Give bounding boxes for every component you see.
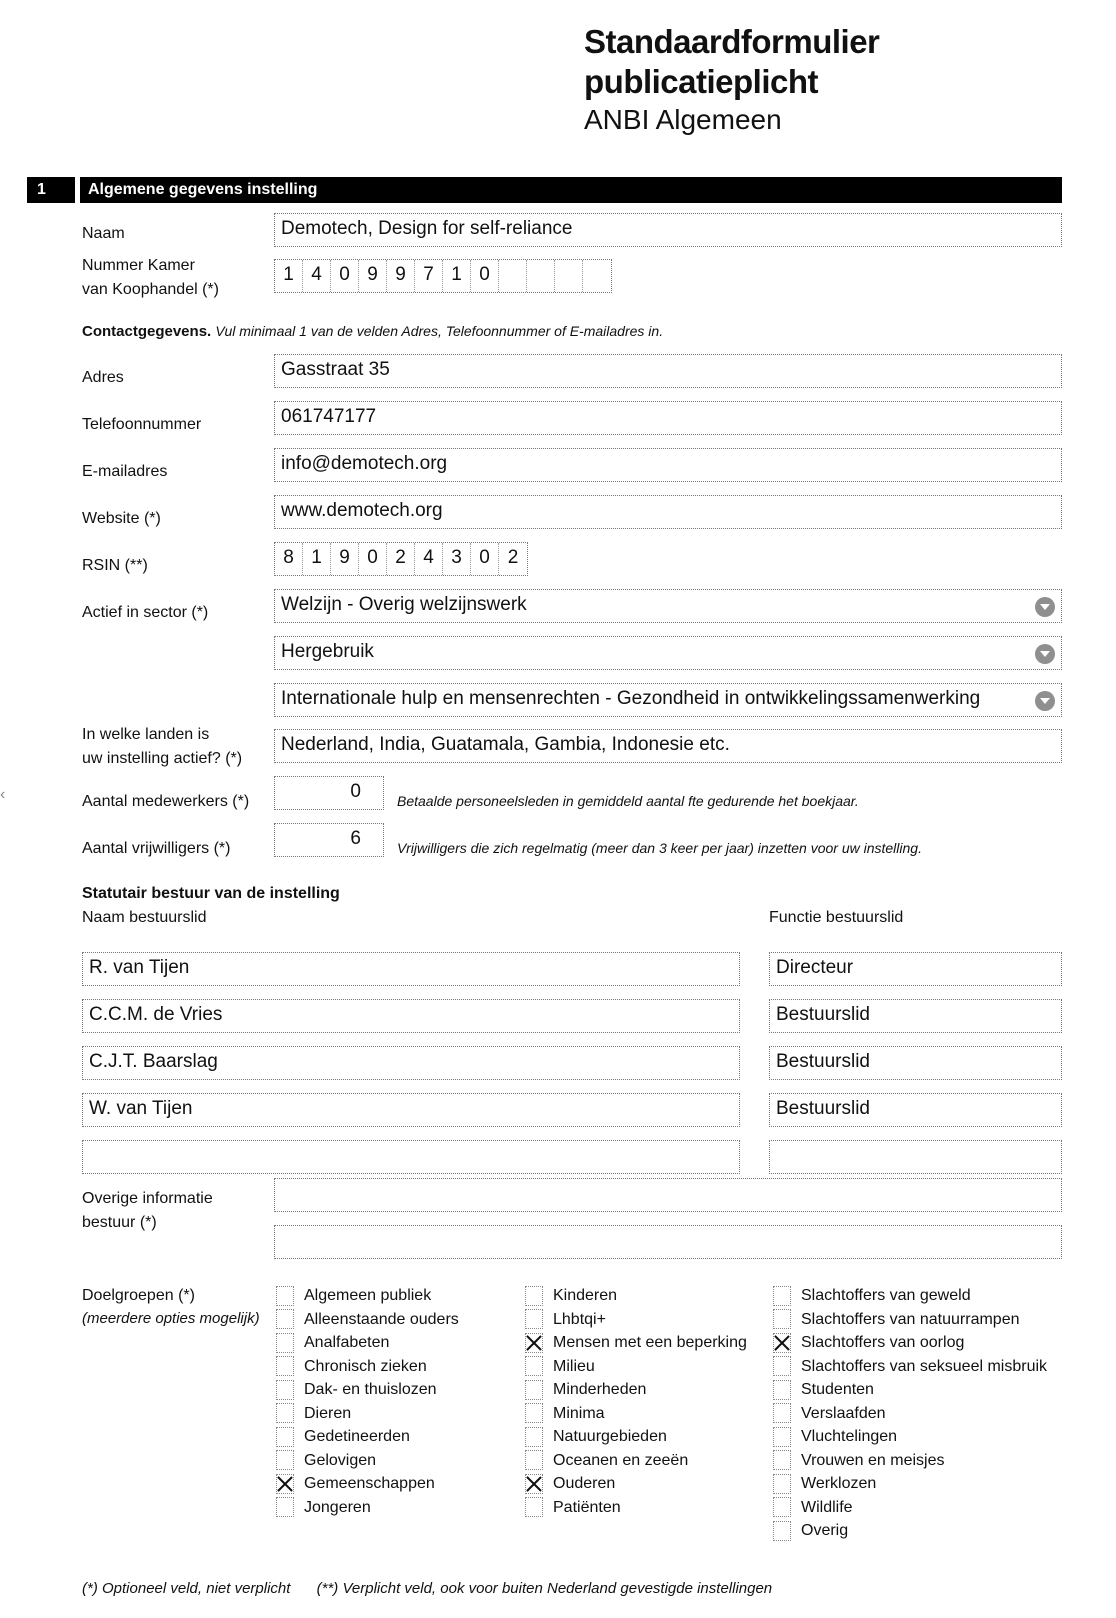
kvk-digit[interactable] — [583, 260, 611, 292]
doelgroep-option[interactable] — [773, 1355, 1047, 1378]
sector-select-2-value: Hergebruik — [281, 641, 374, 662]
checkbox[interactable] — [773, 1521, 791, 1541]
checkbox[interactable] — [525, 1286, 543, 1306]
doelgroep-option[interactable] — [773, 1402, 886, 1425]
bestuurslid-naam-field[interactable]: C.J.T. Baarslag — [82, 1046, 740, 1080]
doelgroep-label: Verslaafden — [801, 1404, 886, 1422]
section-number: 1 — [27, 177, 75, 203]
checkbox-checked[interactable] — [525, 1333, 543, 1353]
telefoon-label: Telefoonnummer — [82, 416, 202, 433]
doelgroep-label: Overig — [801, 1522, 849, 1539]
contact-title: Contactgegevens. — [82, 323, 212, 340]
adres-field[interactable]: Gasstraat 35 — [274, 354, 1062, 388]
sector-select-1-value: Welzijn - Overig welzijnswerk — [281, 594, 527, 615]
doelgroep-option[interactable] — [525, 1284, 617, 1307]
doelgroep-label: Milieu — [553, 1357, 595, 1375]
checkbox[interactable] — [525, 1497, 543, 1517]
landen-label-line2: uw instelling actief? (*) — [82, 750, 243, 767]
doelgroep-option[interactable] — [773, 1331, 964, 1354]
footer-notes — [82, 1578, 772, 1600]
checkbox[interactable] — [773, 1497, 791, 1517]
doelgroep-label: Dieren — [304, 1404, 352, 1422]
kvk-digit[interactable] — [555, 260, 583, 292]
footer-note-optional: (*) Optioneel veld, niet verplicht — [82, 1580, 291, 1597]
doelgroep-option[interactable] — [773, 1519, 848, 1542]
bestuur-title: Statutair bestuur van de instelling — [82, 885, 340, 902]
checkbox[interactable] — [276, 1427, 294, 1447]
checkbox[interactable] — [276, 1286, 294, 1306]
doelgroep-label: Gedetineerden — [304, 1428, 410, 1445]
doelgroep-option[interactable] — [276, 1284, 431, 1307]
doelgroep-option[interactable] — [525, 1355, 595, 1378]
kvk-label-line2: van Koophandel (*) — [82, 281, 219, 298]
checkbox[interactable] — [525, 1450, 543, 1470]
doelgroep-label: Wildlife — [801, 1498, 853, 1516]
doelgroep-label: Kinderen — [553, 1287, 618, 1304]
doelgroep-label: Lhbtqi+ — [553, 1310, 606, 1328]
website-field[interactable]: www.demotech.org — [274, 495, 1062, 529]
checkbox[interactable] — [773, 1450, 791, 1470]
doelgroep-label: Alleenstaande ouders — [304, 1310, 459, 1328]
doelgroep-option[interactable] — [276, 1308, 459, 1331]
rsin-digit[interactable]: 2 — [387, 543, 415, 575]
kvk-digit[interactable]: 7 — [415, 260, 443, 292]
email-field[interactable]: info@demotech.org — [274, 448, 1062, 482]
bestuurslid-functie-field[interactable]: Bestuurslid — [769, 1093, 1062, 1127]
rsin-digit[interactable]: 2 — [507, 547, 519, 568]
footer-note-required: (**) Verplicht veld, ook voor buiten Nederland gevestigde instellingen — [316, 1580, 773, 1597]
checkbox[interactable] — [525, 1380, 543, 1400]
kvk-field[interactable] — [274, 259, 612, 293]
kvk-digit[interactable]: 1 — [275, 260, 303, 292]
doelgroep-option[interactable] — [276, 1355, 427, 1378]
landen-label — [82, 723, 242, 771]
kvk-digit[interactable]: 9 — [387, 260, 415, 292]
contact-note: Vul minimaal 1 van de velden Adres, Telefoonnummer of E-mailadres in. — [215, 323, 664, 339]
doelgroep-option[interactable] — [276, 1496, 371, 1519]
checkbox[interactable] — [773, 1380, 791, 1400]
rsin-digit[interactable]: 8 — [275, 543, 303, 575]
doelgroep-label: Werklozen — [801, 1475, 877, 1492]
doelgroep-label: Chronisch zieken — [304, 1357, 427, 1375]
doelgroep-label: Patiënten — [553, 1498, 621, 1516]
doelgroep-option[interactable] — [773, 1284, 971, 1307]
landen-label-line1: In welke landen is — [82, 726, 210, 743]
naam-field[interactable]: Demotech, Design for self-reliance — [274, 213, 1062, 247]
doelgroep-label: Jongeren — [304, 1498, 371, 1516]
doelgroep-option[interactable] — [525, 1378, 646, 1401]
landen-field[interactable]: Nederland, India, Guatamala, Gambia, Indonesie etc. — [274, 729, 1062, 763]
doelgroep-label: Gelovigen — [304, 1451, 377, 1469]
doelgroep-label: Gemeenschappen — [304, 1475, 435, 1492]
checkbox[interactable] — [773, 1286, 791, 1306]
checkbox[interactable] — [276, 1380, 294, 1400]
checkbox[interactable] — [276, 1403, 294, 1423]
chevron-down-icon[interactable] — [1035, 597, 1055, 617]
rsin-digit[interactable]: 0 — [359, 543, 387, 575]
doelgroep-option[interactable] — [525, 1496, 621, 1519]
kvk-digit[interactable]: 1 — [443, 260, 471, 292]
doelgroep-label: Algemeen publiek — [304, 1287, 432, 1304]
overige-label — [82, 1187, 213, 1235]
doelgroep-option[interactable] — [773, 1449, 944, 1472]
section-title: Algemene gegevens instelling — [80, 177, 1062, 203]
overige-field-1[interactable] — [274, 1178, 1062, 1212]
kvk-digit[interactable]: 0 — [471, 260, 499, 292]
doelgroep-label: Dak- en thuislozen — [304, 1381, 437, 1398]
checkbox[interactable] — [773, 1474, 791, 1494]
checkbox[interactable] — [525, 1356, 543, 1376]
kvk-digit[interactable]: 0 — [331, 260, 359, 292]
doelgroep-label: Analfabeten — [304, 1334, 390, 1351]
checkbox[interactable] — [276, 1309, 294, 1329]
doelgroep-option[interactable] — [525, 1308, 606, 1331]
checkbox[interactable] — [276, 1497, 294, 1517]
sector-select-1[interactable] — [274, 589, 1062, 623]
kvk-label — [82, 254, 219, 302]
rsin-digit[interactable]: 4 — [415, 543, 443, 575]
naam-label: Naam — [82, 225, 125, 242]
doelgroep-option[interactable] — [525, 1331, 747, 1354]
overige-label-line2: bestuur (*) — [82, 1214, 157, 1231]
sector-select-3-value: Internationale hulp en mensenrechten - Gezondheid in ontwikkelingssamenwerking — [281, 688, 981, 709]
vrijwilligers-label: Aantal vrijwilligers (*) — [82, 840, 231, 857]
bestuurslid-functie-field[interactable]: Bestuurslid — [769, 999, 1062, 1033]
doelgroep-label: Slachtoffers van geweld — [801, 1287, 971, 1304]
checkbox[interactable] — [525, 1403, 543, 1423]
doelgroep-option[interactable] — [773, 1425, 897, 1448]
doelgroepen-label: Doelgroepen (*) — [82, 1287, 195, 1304]
rsin-field[interactable] — [274, 542, 528, 576]
medewerkers-field[interactable]: 0 — [274, 776, 384, 810]
edge-mark: ‹ — [0, 786, 6, 803]
kvk-digit[interactable]: 9 — [359, 260, 387, 292]
rsin-digit[interactable]: 9 — [331, 543, 359, 575]
doelgroep-option[interactable] — [525, 1449, 688, 1472]
form-title-line2: publicatieplicht — [584, 63, 819, 100]
form-title — [584, 22, 879, 102]
medewerkers-note: Betaalde personeelsleden in gemiddeld aantal fte gedurende het boekjaar. — [397, 793, 859, 809]
doelgroep-label: Slachtoffers van oorlog — [801, 1334, 965, 1351]
contact-heading — [82, 320, 663, 343]
sector-select-2[interactable] — [274, 636, 1062, 670]
telefoon-field[interactable]: 061747177 — [274, 401, 1062, 435]
kvk-digit[interactable] — [499, 260, 527, 292]
doelgroep-option[interactable] — [773, 1378, 874, 1401]
checkbox[interactable] — [525, 1309, 543, 1329]
checkbox[interactable] — [525, 1427, 543, 1447]
doelgroep-option[interactable] — [276, 1472, 435, 1495]
chevron-down-icon[interactable] — [1035, 691, 1055, 711]
doelgroep-option[interactable] — [773, 1472, 876, 1495]
doelgroep-label: Mensen met een beperking — [553, 1334, 747, 1351]
email-label: E-mailadres — [82, 463, 168, 480]
overige-label-line1: Overige informatie — [82, 1190, 213, 1207]
kvk-digit[interactable] — [527, 260, 555, 292]
vrijwilligers-field[interactable]: 6 — [274, 823, 384, 857]
sector-select-3[interactable] — [274, 683, 1062, 717]
checkbox-checked[interactable] — [276, 1474, 294, 1494]
checkbox-checked[interactable] — [773, 1333, 791, 1353]
doelgroep-label: Slachtoffers van seksueel misbruik — [801, 1357, 1048, 1375]
medewerkers-label: Aantal medewerkers (*) — [82, 793, 250, 810]
kvk-digit[interactable]: 4 — [303, 260, 331, 292]
checkbox[interactable] — [276, 1356, 294, 1376]
doelgroep-label: Slachtoffers van natuurrampen — [801, 1310, 1020, 1328]
vrijwilligers-note: Vrijwilligers die zich regelmatig (meer dan 3 keer per jaar) inzetten voor uw instelling. — [397, 840, 922, 856]
form-title-line1: Standaardformulier — [584, 23, 880, 60]
doelgroep-option[interactable] — [525, 1402, 605, 1425]
doelgroep-option[interactable] — [276, 1449, 376, 1472]
bestuurslid-naam-field[interactable]: R. van Tijen — [82, 952, 740, 986]
doelgroep-option[interactable] — [276, 1425, 410, 1448]
rsin-digit[interactable]: 1 — [303, 543, 331, 575]
website-label: Website (*) — [82, 510, 161, 527]
doelgroep-option[interactable] — [276, 1378, 437, 1401]
doelgroep-label: Minderheden — [553, 1381, 647, 1398]
chevron-down-icon[interactable] — [1035, 644, 1055, 664]
checkbox[interactable] — [276, 1333, 294, 1353]
doelgroep-label: Vluchtelingen — [801, 1428, 898, 1445]
bestuurslid-naam-field[interactable]: C.C.M. de Vries — [82, 999, 740, 1033]
bestuurslid-naam-field[interactable] — [82, 1140, 740, 1174]
doelgroep-label: Studenten — [801, 1381, 874, 1398]
doelgroep-option[interactable] — [525, 1425, 667, 1448]
doelgroep-option[interactable] — [773, 1308, 1020, 1331]
checkbox[interactable] — [276, 1450, 294, 1470]
doelgroep-label: Oceanen en zeeën — [553, 1451, 689, 1469]
checkbox[interactable] — [773, 1356, 791, 1376]
adres-label: Adres — [82, 369, 124, 386]
bestuurslid-functie-field[interactable] — [769, 1140, 1062, 1174]
bestuurslid-naam-field[interactable]: W. van Tijen — [82, 1093, 740, 1127]
form-subtitle: ANBI Algemeen — [584, 104, 782, 135]
doelgroep-option[interactable] — [773, 1496, 853, 1519]
bestuurslid-functie-field[interactable]: Directeur — [769, 952, 1062, 986]
overige-field-2[interactable] — [274, 1225, 1062, 1259]
doelgroep-option[interactable] — [276, 1402, 351, 1425]
rsin-digit[interactable]: 0 — [471, 543, 499, 575]
checkbox-checked[interactable] — [525, 1474, 543, 1494]
bestuur-col-naam: Naam bestuurslid — [82, 909, 207, 926]
checkbox[interactable] — [773, 1403, 791, 1423]
kvk-label-line1: Nummer Kamer — [82, 257, 195, 274]
checkbox[interactable] — [773, 1309, 791, 1329]
doelgroep-option[interactable] — [276, 1331, 389, 1354]
doelgroep-label: Ouderen — [553, 1475, 616, 1492]
checkbox[interactable] — [773, 1427, 791, 1447]
doelgroep-option[interactable] — [525, 1472, 615, 1495]
rsin-digit[interactable]: 3 — [443, 543, 471, 575]
doelgroep-label: Vrouwen en meisjes — [801, 1451, 945, 1469]
bestuur-col-functie: Functie bestuurslid — [769, 909, 904, 926]
sector-label: Actief in sector (*) — [82, 604, 209, 621]
bestuurslid-functie-field[interactable]: Bestuurslid — [769, 1046, 1062, 1080]
rsin-label: RSIN (**) — [82, 557, 148, 574]
doelgroep-label: Natuurgebieden — [553, 1428, 667, 1445]
doelgroep-label: Minima — [553, 1404, 605, 1422]
doelgroepen-sublabel: (meerdere opties mogelijk) — [82, 1310, 260, 1327]
